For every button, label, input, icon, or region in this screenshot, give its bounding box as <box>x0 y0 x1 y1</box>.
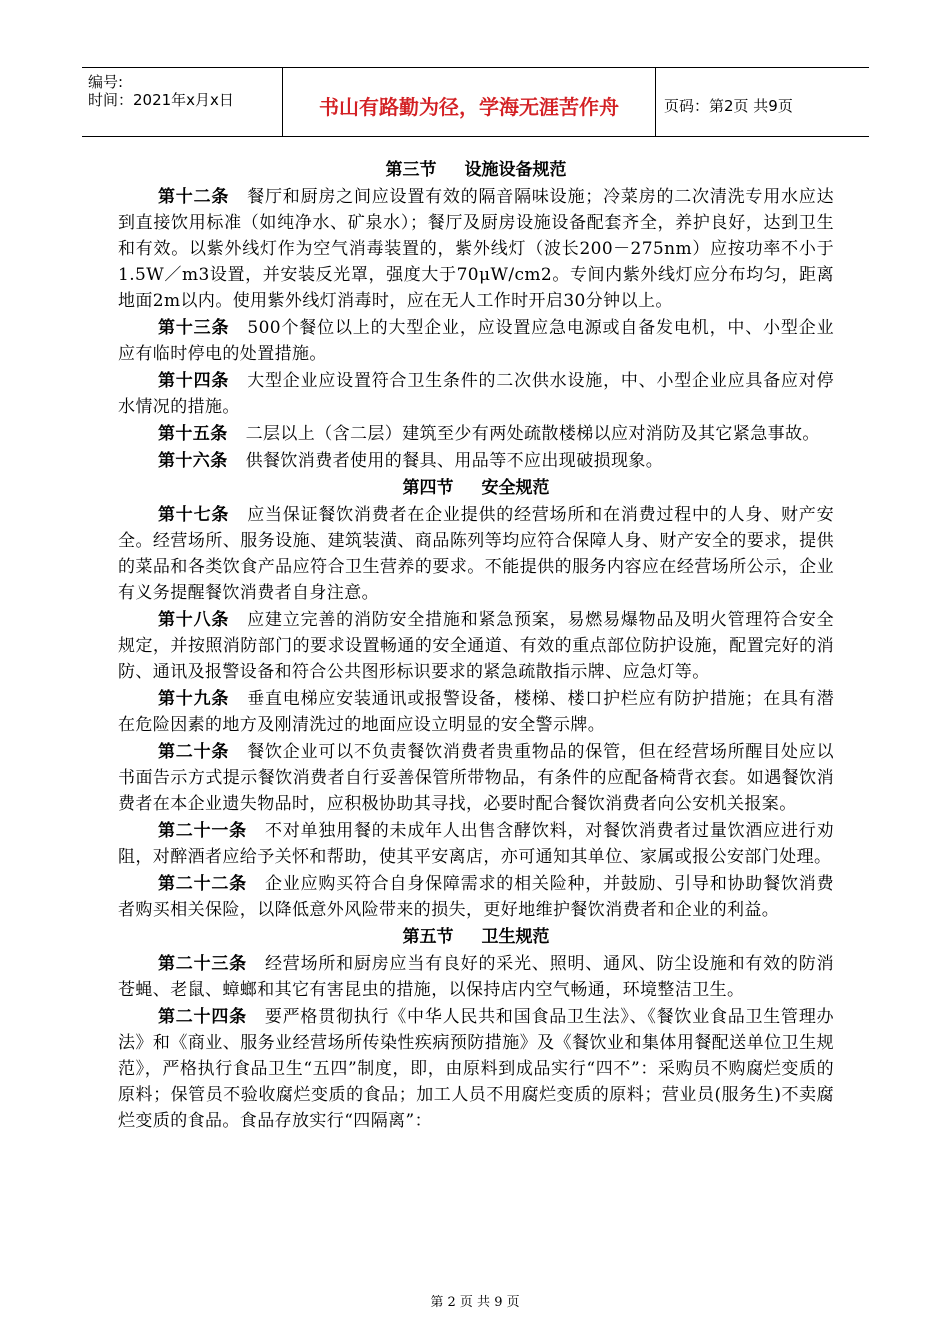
article-text: 餐饮企业可以不负责餐饮消费者贵重物品的保管，但在经营场所醒目处应以书面告示方式提示餐饮消费者自行妥善保管所带物品，有条件的应配备椅背衣套。如遇餐饮消费者在本企业遗失物品时，应积极协助其寻找，必要时配合餐饮消费者向公安机关报案。 <box>118 742 834 814</box>
article-paragraph <box>118 448 834 474</box>
article-number: 第十九条 <box>158 689 230 709</box>
article-paragraph <box>118 818 834 870</box>
article-number: 第十四条 <box>158 371 230 391</box>
article-text: 应建立完善的消防安全措施和紧急预案，易燃易爆物品及明火管理符合安全规定，并按照消防部门的要求设置畅通的安全通道、有效的重点部位防护设施，配置完好的消防、通讯及报警设备和符合公共图形标识要求的紧急疏散指示牌、应急灯等。 <box>118 610 834 682</box>
number-label: 编号: <box>88 73 124 91</box>
article-number: 第十八条 <box>158 610 230 630</box>
section-heading <box>118 924 834 951</box>
section-number: 第三节 <box>385 160 437 180</box>
header-motto: 书山有路勤为径，学海无涯苦作舟 <box>283 68 656 136</box>
article-paragraph <box>118 368 834 420</box>
article-paragraph <box>118 686 834 738</box>
document-body <box>118 156 834 1135</box>
section-title: 卫生规范 <box>481 927 550 947</box>
article-text: 企业应购买符合自身保障需求的相关险种，并鼓励、引导和协助餐饮消费者购买相关保险，以降低意外风险带来的损失，更好地维护餐饮消费者和企业的利益。 <box>118 874 834 920</box>
article-text: 要严格贯彻执行《中华人民共和国食品卫生法》、《餐饮业食品卫生管理办法》和《商业、服务业经营场所传染性疾病预防措施》及《餐饮业和集体用餐配送单位卫生规范》，严格执行食品卫生“五四”制度，即，由原料到成品实行“四不”：采购员不购腐烂变质的原料；保管员不验收腐烂变质的食品；加工人员不用腐烂变质的原料；营业员(服务生)不卖腐烂变质的食品。食品存放实行“四隔离”： <box>118 1007 835 1131</box>
article-number: 第二十二条 <box>158 874 247 894</box>
header-page-code: 页码：第2页 共9页 <box>664 96 793 115</box>
article-text: 不对单独用餐的未成年人出售含酵饮料，对餐饮消费者过量饮酒应进行劝阻，对醉酒者应给予关怀和帮助，使其平安离店，亦可通知其单位、家属或报公安部门处理。 <box>118 821 834 867</box>
article-number: 第二十条 <box>158 742 230 762</box>
time-label: 时间：2021年x月x日 <box>88 91 234 109</box>
article-number: 第十七条 <box>158 505 230 525</box>
article-paragraph <box>118 1004 834 1134</box>
article-number: 第二十三条 <box>158 954 247 974</box>
article-paragraph <box>118 502 834 606</box>
article-paragraph <box>118 184 834 314</box>
article-text: 供餐饮消费者使用的餐具、用品等不应出现破损现象。 <box>245 451 664 471</box>
article-paragraph <box>118 951 834 1003</box>
article-paragraph <box>118 607 834 685</box>
section-number: 第五节 <box>402 927 454 947</box>
page-footer: 第 2 页 共 9 页 <box>430 1295 520 1310</box>
article-text: 垂直电梯应安装通讯或报警设备，楼梯、楼口护栏应有防护措施；在具有潜在危险因素的地方及刚清洗过的地面应设立明显的安全警示牌。 <box>118 689 834 735</box>
article-number: 第十五条 <box>158 424 228 444</box>
header-meta <box>82 68 283 136</box>
section-heading <box>118 475 834 502</box>
page-header <box>82 67 869 137</box>
section-number: 第四节 <box>402 478 454 498</box>
article-paragraph <box>118 315 834 367</box>
section-title: 安全规范 <box>481 478 550 498</box>
article-text: 二层以上（含二层）建筑至少有两处疏散楼梯以应对消防及其它紧急事故。 <box>245 424 820 444</box>
article-paragraph <box>118 739 834 817</box>
section-title: 设施设备规范 <box>464 160 567 180</box>
section-heading <box>118 157 834 184</box>
article-number: 第二十四条 <box>158 1007 247 1027</box>
article-number: 第十三条 <box>158 318 230 338</box>
article-number: 第二十一条 <box>158 821 247 841</box>
article-text: 500个餐位以上的大型企业，应设置应急电源或自备发电机，中、小型企业应有临时停电的处置措施。 <box>118 318 834 364</box>
article-number: 第十六条 <box>158 451 228 471</box>
article-text: 餐厅和厨房之间应设置有效的隔音隔味设施；冷菜房的二次清洗专用水应达到直接饮用标准（如纯净水、矿泉水）；餐厅及厨房设施设备配套齐全，养护良好，达到卫生和有效。以紫外线灯作为空气消毒装置的，紫外线灯（波长200－275nm）应按功率不小于1.5W／m3设置，并安装反光罩，强度大于70μW/cm2。专间内紫外线灯应分布均匀，距离地面2m以内。使用紫外线灯消毒时，应在无人工作时开启30分钟以上。 <box>118 187 834 311</box>
article-text: 应当保证餐饮消费者在企业提供的经营场所和在消费过程中的人身、财产安全。经营场所、服务设施、建筑装潢、商品陈列等均应符合保障人身、财产安全的要求，提供的菜品和各类饮食产品应符合卫生营养的要求。不能提供的服务内容应在经营场所公示，企业有义务提醒餐饮消费者自身注意。 <box>118 505 834 603</box>
article-text: 大型企业应设置符合卫生条件的二次供水设施，中、小型企业应具备应对停水情况的措施。 <box>118 371 834 417</box>
article-number: 第十二条 <box>158 187 230 207</box>
article-paragraph <box>118 421 834 447</box>
article-text: 经营场所和厨房应当有良好的采光、照明、通风、防尘设施和有效的防消苍蝇、老鼠、蟑螂和其它有害昆虫的措施，以保持店内空气畅通，环境整洁卫生。 <box>118 954 834 1000</box>
article-paragraph <box>118 871 834 923</box>
